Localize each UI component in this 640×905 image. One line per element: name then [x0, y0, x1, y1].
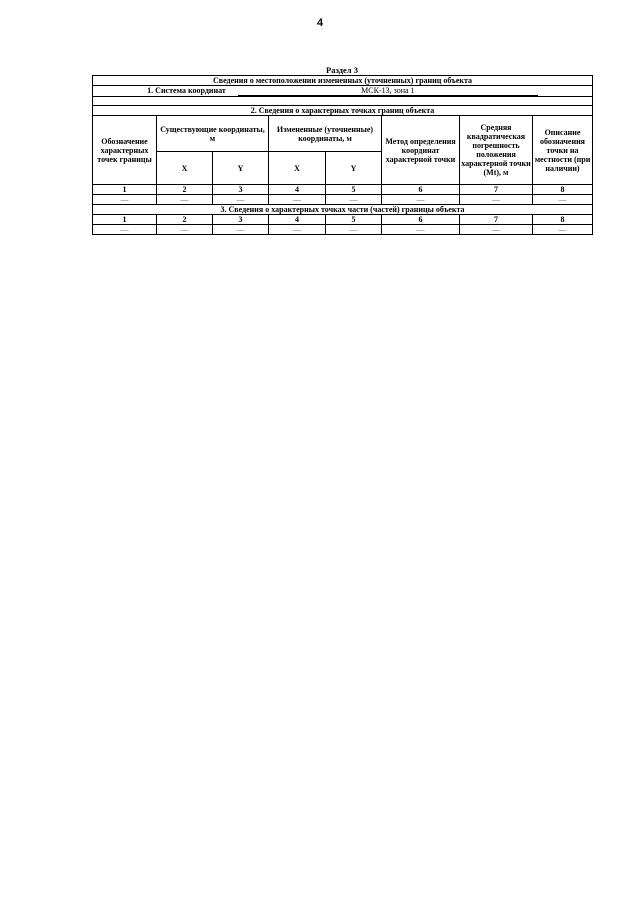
section-title: Раздел 3: [326, 65, 358, 75]
col-number: 8: [533, 185, 593, 195]
header-method: Метод определения координат характерной точки: [382, 116, 460, 185]
table-cell: —: [213, 225, 269, 235]
col-number: 6: [382, 185, 460, 195]
part2-number-row: [93, 185, 593, 195]
table-cell: —: [382, 195, 460, 205]
table-cell: —: [269, 225, 326, 235]
header-changed-coords: Измененные (уточненные) координаты, м: [269, 116, 382, 152]
page-number: 4: [316, 17, 324, 29]
table-cell: —: [93, 225, 157, 235]
header-changed-x: X: [269, 152, 326, 185]
col-number: 3: [213, 185, 269, 195]
header-error: Средняя квадратическая погрешность положения характерной точки (Mt), м: [460, 116, 533, 185]
part3-data-row: [93, 225, 593, 235]
col-number: 6: [382, 215, 460, 225]
header-existing-x: X: [157, 152, 213, 185]
col-number: 5: [326, 185, 382, 195]
header-existing-y: Y: [213, 152, 269, 185]
part2-title: 2. Сведения о характерных точках границ объекта: [93, 106, 593, 116]
part3-number-row: [93, 215, 593, 225]
table-cell: —: [326, 225, 382, 235]
col-number: 1: [93, 215, 157, 225]
table-cell: —: [269, 195, 326, 205]
coord-system-row: [93, 86, 593, 97]
coord-system-label: 1. Система координат: [147, 86, 226, 95]
section-heading: Сведения о местоположении измененных (уточненных) границ объекта: [93, 76, 593, 86]
table-cell: —: [157, 225, 213, 235]
table-cell: —: [460, 195, 533, 205]
col-number: 7: [460, 185, 533, 195]
boundary-table: [92, 75, 593, 235]
col-number: 2: [157, 215, 213, 225]
part3-title: 3. Сведения о характерных точках части (частей) границы объекта: [93, 205, 593, 215]
header-existing-coords: Существующие координаты, м: [157, 116, 269, 152]
table-cell: —: [326, 195, 382, 205]
col-number: 5: [326, 215, 382, 225]
table-cell: —: [213, 195, 269, 205]
table-cell: —: [533, 225, 593, 235]
table-cell: —: [93, 195, 157, 205]
header-designation: Обозначение характерных точек границы: [93, 116, 157, 185]
blank-row: [93, 97, 593, 106]
part2-data-row: [93, 195, 593, 205]
table-cell: —: [157, 195, 213, 205]
col-number: 4: [269, 215, 326, 225]
col-number: 1: [93, 185, 157, 195]
col-number: 2: [157, 185, 213, 195]
col-number: 7: [460, 215, 533, 225]
table-cell: —: [382, 225, 460, 235]
table-cell: —: [460, 225, 533, 235]
col-number: 4: [269, 185, 326, 195]
col-number: 8: [533, 215, 593, 225]
col-number: 3: [213, 215, 269, 225]
table-cell: —: [533, 195, 593, 205]
header-description: Описание обозначения точки на местности (при наличии): [533, 116, 593, 185]
header-changed-y: Y: [326, 152, 382, 185]
coord-system-value: МСК-13, зона 1: [238, 86, 538, 96]
